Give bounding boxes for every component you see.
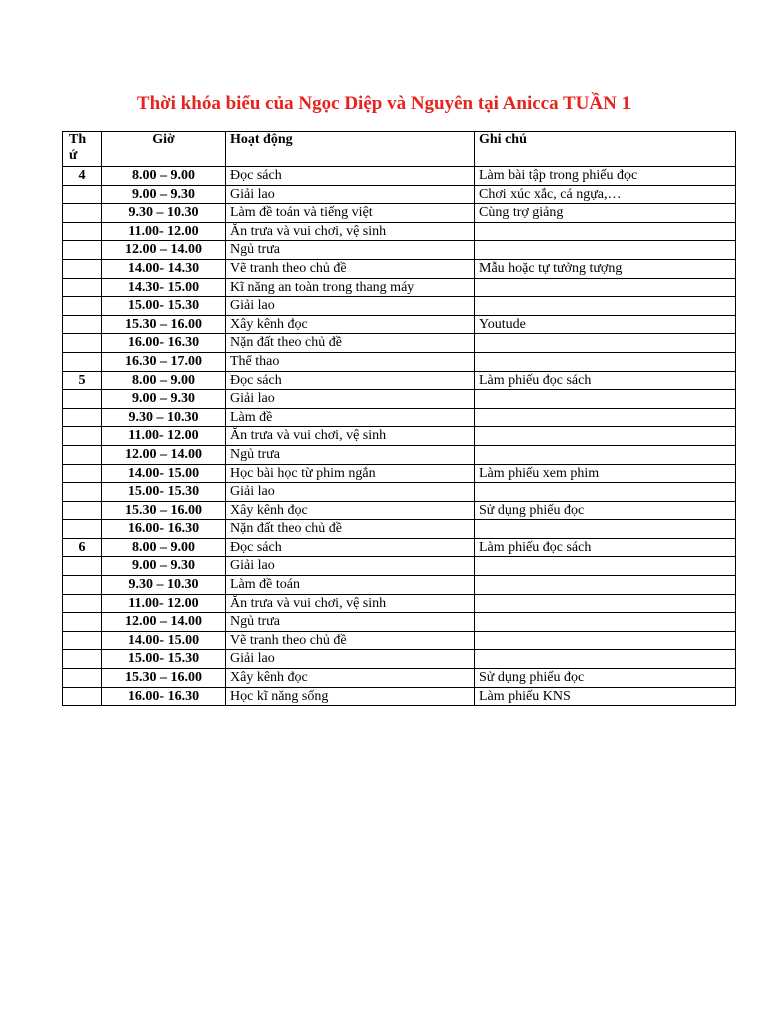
note-cell: Youtude	[475, 315, 736, 334]
table-row	[63, 631, 736, 650]
activity-cell: Xây kênh đọc	[226, 315, 475, 334]
note-cell: Chơi xúc xắc, cá ngựa,…	[475, 185, 736, 204]
activity-cell: Giải lao	[226, 557, 475, 576]
activity-cell: Học kĩ năng sống	[226, 687, 475, 706]
activity-cell: Đọc sách	[226, 371, 475, 390]
day-cell	[63, 241, 102, 260]
time-cell: 8.00 – 9.00	[102, 371, 226, 390]
table-row	[63, 315, 736, 334]
activity-cell: Giải lao	[226, 483, 475, 502]
time-cell: 14.00- 14.30	[102, 259, 226, 278]
table-row	[63, 445, 736, 464]
note-cell	[475, 334, 736, 353]
activity-cell: Làm đề toán	[226, 576, 475, 595]
activity-cell: Đọc sách	[226, 538, 475, 557]
time-cell: 9.30 – 10.30	[102, 408, 226, 427]
time-cell: 11.00- 12.00	[102, 222, 226, 241]
note-cell	[475, 408, 736, 427]
time-cell: 16.00- 16.30	[102, 520, 226, 539]
time-cell: 9.30 – 10.30	[102, 576, 226, 595]
day-cell: 4	[63, 167, 102, 186]
note-cell: Sử dụng phiếu đọc	[475, 501, 736, 520]
note-cell	[475, 557, 736, 576]
activity-cell: Ăn trưa và vui chơi, vệ sinh	[226, 594, 475, 613]
table-row	[63, 241, 736, 260]
day-cell	[63, 576, 102, 595]
day-cell	[63, 594, 102, 613]
table-row	[63, 371, 736, 390]
activity-cell: Giải lao	[226, 297, 475, 316]
note-cell	[475, 631, 736, 650]
activity-cell: Ăn trưa và vui chơi, vệ sinh	[226, 427, 475, 446]
time-cell: 11.00- 12.00	[102, 427, 226, 446]
table-row	[63, 576, 736, 595]
time-cell: 9.00 – 9.30	[102, 557, 226, 576]
note-cell: Làm phiếu đọc sách	[475, 538, 736, 557]
day-cell	[63, 390, 102, 409]
time-cell: 16.00- 16.30	[102, 687, 226, 706]
note-cell	[475, 576, 736, 595]
activity-cell: Ngủ trưa	[226, 241, 475, 260]
day-cell	[63, 464, 102, 483]
table-row	[63, 613, 736, 632]
table-row	[63, 538, 736, 557]
time-cell: 15.30 – 16.00	[102, 501, 226, 520]
day-cell	[63, 483, 102, 502]
table-row	[63, 557, 736, 576]
time-cell: 9.00 – 9.30	[102, 390, 226, 409]
day-cell	[63, 557, 102, 576]
day-cell	[63, 278, 102, 297]
schedule-body	[63, 167, 736, 706]
table-row	[63, 167, 736, 186]
header-note: Ghi chú	[475, 132, 736, 167]
activity-cell: Ngủ trưa	[226, 613, 475, 632]
activity-cell: Làm đề toán và tiếng việt	[226, 204, 475, 223]
time-cell: 16.00- 16.30	[102, 334, 226, 353]
header-activity: Hoạt động	[226, 132, 475, 167]
time-cell: 8.00 – 9.00	[102, 167, 226, 186]
time-cell: 15.00- 15.30	[102, 650, 226, 669]
time-cell: 12.00 – 14.00	[102, 241, 226, 260]
note-cell	[475, 427, 736, 446]
note-cell	[475, 594, 736, 613]
table-row	[63, 390, 736, 409]
note-cell	[475, 241, 736, 260]
day-cell	[63, 352, 102, 371]
table-row	[63, 650, 736, 669]
day-cell	[63, 687, 102, 706]
day-cell	[63, 520, 102, 539]
day-cell: 5	[63, 371, 102, 390]
activity-cell: Giải lao	[226, 185, 475, 204]
day-cell	[63, 222, 102, 241]
note-cell: Làm phiếu xem phim	[475, 464, 736, 483]
note-cell	[475, 613, 736, 632]
note-cell	[475, 222, 736, 241]
note-cell: Làm bài tập trong phiếu đọc	[475, 167, 736, 186]
document-title: Thời khóa biểu của Ngọc Diệp và Nguyên tại Anicca TUẦN 1	[136, 93, 632, 114]
day-cell	[63, 631, 102, 650]
table-row	[63, 427, 736, 446]
day-cell	[63, 613, 102, 632]
activity-cell: Kĩ năng an toàn trong thang máy	[226, 278, 475, 297]
table-row	[63, 204, 736, 223]
table-row	[63, 222, 736, 241]
day-cell	[63, 259, 102, 278]
day-cell	[63, 408, 102, 427]
time-cell: 9.00 – 9.30	[102, 185, 226, 204]
day-cell	[63, 669, 102, 688]
schedule-table	[62, 131, 736, 706]
time-cell: 15.30 – 16.00	[102, 669, 226, 688]
activity-cell: Giải lao	[226, 390, 475, 409]
time-cell: 14.00- 15.00	[102, 631, 226, 650]
note-cell	[475, 390, 736, 409]
activity-cell: Xây kênh đọc	[226, 669, 475, 688]
note-cell: Mẫu hoặc tự tưởng tượng	[475, 259, 736, 278]
time-cell: 12.00 – 14.00	[102, 445, 226, 464]
note-cell: Sử dụng phiếu đọc	[475, 669, 736, 688]
table-row	[63, 278, 736, 297]
table-row	[63, 408, 736, 427]
table-row	[63, 334, 736, 353]
activity-cell: Ăn trưa và vui chơi, vệ sinh	[226, 222, 475, 241]
note-cell: Làm phiếu đọc sách	[475, 371, 736, 390]
note-cell	[475, 520, 736, 539]
activity-cell: Giải lao	[226, 650, 475, 669]
day-cell	[63, 185, 102, 204]
activity-cell: Đọc sách	[226, 167, 475, 186]
day-cell	[63, 445, 102, 464]
table-row	[63, 297, 736, 316]
activity-cell: Thể thao	[226, 352, 475, 371]
activity-cell: Vẽ tranh theo chủ đề	[226, 259, 475, 278]
activity-cell: Học bài học từ phim ngắn	[226, 464, 475, 483]
note-cell	[475, 650, 736, 669]
note-cell	[475, 483, 736, 502]
table-row	[63, 464, 736, 483]
time-cell: 16.30 – 17.00	[102, 352, 226, 371]
table-row	[63, 185, 736, 204]
table-row	[63, 352, 736, 371]
table-row	[63, 520, 736, 539]
table-row	[63, 483, 736, 502]
table-row	[63, 687, 736, 706]
time-cell: 15.30 – 16.00	[102, 315, 226, 334]
table-row	[63, 594, 736, 613]
time-cell: 12.00 – 14.00	[102, 613, 226, 632]
time-cell: 14.00- 15.00	[102, 464, 226, 483]
header-time: Giờ	[102, 132, 226, 167]
note-cell	[475, 297, 736, 316]
day-cell	[63, 501, 102, 520]
activity-cell: Nặn đất theo chủ đề	[226, 520, 475, 539]
time-cell: 11.00- 12.00	[102, 594, 226, 613]
table-row	[63, 669, 736, 688]
table-row	[63, 501, 736, 520]
time-cell: 15.00- 15.30	[102, 483, 226, 502]
activity-cell: Nặn đất theo chủ đề	[226, 334, 475, 353]
table-row	[63, 259, 736, 278]
day-cell	[63, 297, 102, 316]
activity-cell: Xây kênh đọc	[226, 501, 475, 520]
day-cell	[63, 334, 102, 353]
time-cell: 15.00- 15.30	[102, 297, 226, 316]
table-header-row	[63, 132, 736, 167]
day-cell	[63, 315, 102, 334]
time-cell: 9.30 – 10.30	[102, 204, 226, 223]
time-cell: 8.00 – 9.00	[102, 538, 226, 557]
note-cell	[475, 278, 736, 297]
activity-cell: Làm đề	[226, 408, 475, 427]
activity-cell: Ngủ trưa	[226, 445, 475, 464]
activity-cell: Vẽ tranh theo chủ đề	[226, 631, 475, 650]
day-cell	[63, 204, 102, 223]
note-cell	[475, 445, 736, 464]
day-cell: 6	[63, 538, 102, 557]
day-cell	[63, 427, 102, 446]
header-day: Th ứ	[63, 132, 102, 167]
time-cell: 14.30- 15.00	[102, 278, 226, 297]
note-cell	[475, 352, 736, 371]
day-cell	[63, 650, 102, 669]
note-cell: Cùng trợ giảng	[475, 204, 736, 223]
note-cell: Làm phiếu KNS	[475, 687, 736, 706]
